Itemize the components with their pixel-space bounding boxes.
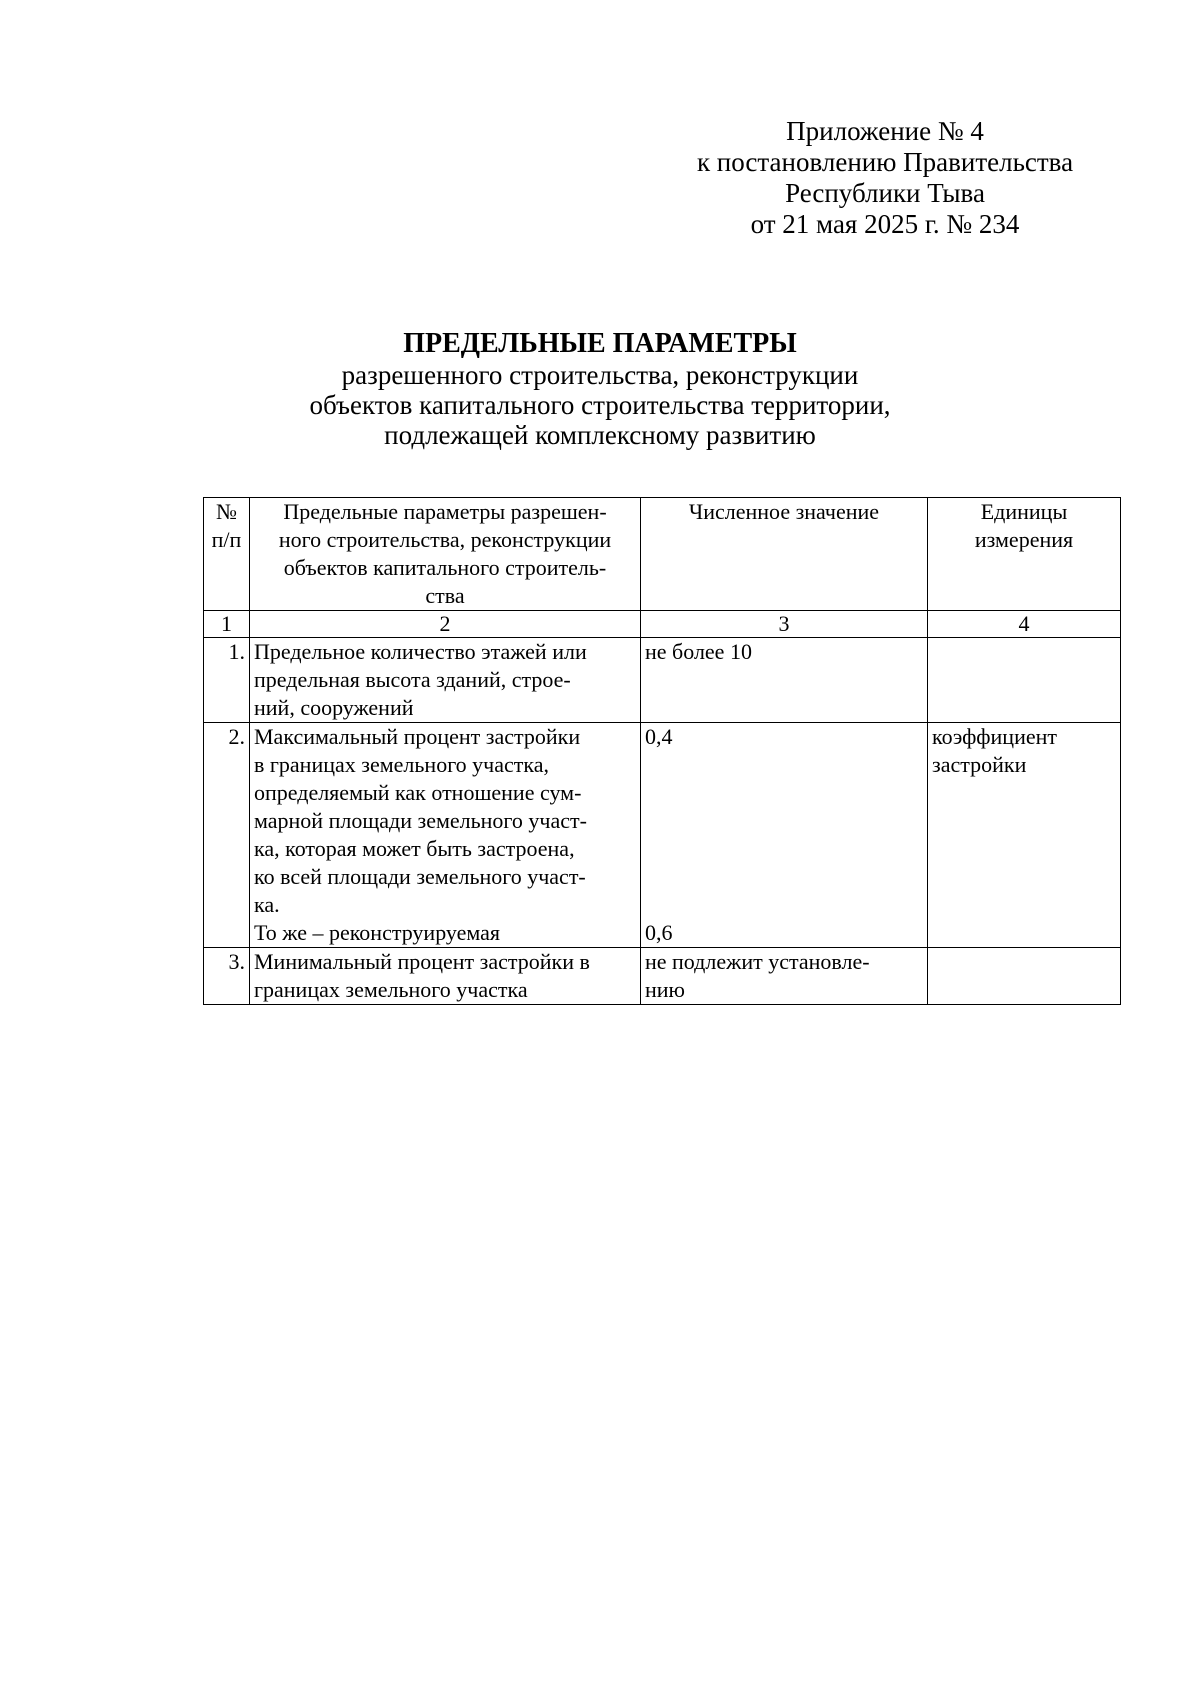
row-number: 2. xyxy=(204,723,250,948)
column-number: 2 xyxy=(250,611,641,638)
document-title xyxy=(68,328,1132,450)
row-value: не более 10 xyxy=(641,638,928,723)
row-value-reconstruction: 0,6 xyxy=(645,920,673,945)
row-value: 0,4 0,6 xyxy=(641,723,928,948)
header-unit: Единицы измерения xyxy=(928,498,1121,611)
table-row xyxy=(204,948,1121,1005)
column-number: 4 xyxy=(928,611,1121,638)
row-number: 3. xyxy=(204,948,250,1005)
row-value: не подлежит установле- нию xyxy=(641,948,928,1005)
header-value: Численное значение xyxy=(641,498,928,611)
appendix-republic: Республики Тыва xyxy=(785,178,985,208)
header-parameters: Предельные параметры разрешен- ного строительства, реконструкции объектов капитального строитель- ства xyxy=(250,498,641,611)
appendix-reference: к постановлению Правительства xyxy=(696,147,1074,177)
column-number: 1 xyxy=(204,611,250,638)
column-numbering-row xyxy=(204,611,1121,638)
title-sub-2: объектов капитального строительства территории, xyxy=(309,390,891,420)
row-unit: коэффициент застройки xyxy=(928,723,1121,948)
table-header-row xyxy=(204,498,1121,611)
title-main: ПРЕДЕЛЬНЫЕ ПАРАМЕТРЫ xyxy=(403,328,797,359)
row-number: 1. xyxy=(204,638,250,723)
row-unit xyxy=(928,638,1121,723)
title-sub-1: разрешенного строительства, реконструкции xyxy=(341,360,859,390)
title-sub-3: подлежащей комплексному развитию xyxy=(384,420,816,450)
column-number: 3 xyxy=(641,611,928,638)
table-row xyxy=(204,638,1121,723)
row-parameter: Минимальный процент застройки в границах земельного участка xyxy=(250,948,641,1005)
row-unit xyxy=(928,948,1121,1005)
parameters-table xyxy=(203,497,1121,1005)
appendix-header xyxy=(660,116,1110,240)
header-number: № п/п xyxy=(204,498,250,611)
row-parameter: Предельное количество этажей или предельная высота зданий, строе- ний, сооружений xyxy=(250,638,641,723)
row-parameter: Максимальный процент застройки в границах земельного участка, определяемый как отношение сум- марной площади земельного участ- ка, которая может быть застроена, ко всей площади земельного участ- ка. То же – реконструируемая xyxy=(250,723,641,948)
table-row xyxy=(204,723,1121,948)
appendix-date: от 21 мая 2025 г. № 234 xyxy=(750,209,1020,239)
appendix-number: Приложение № 4 xyxy=(786,116,984,146)
